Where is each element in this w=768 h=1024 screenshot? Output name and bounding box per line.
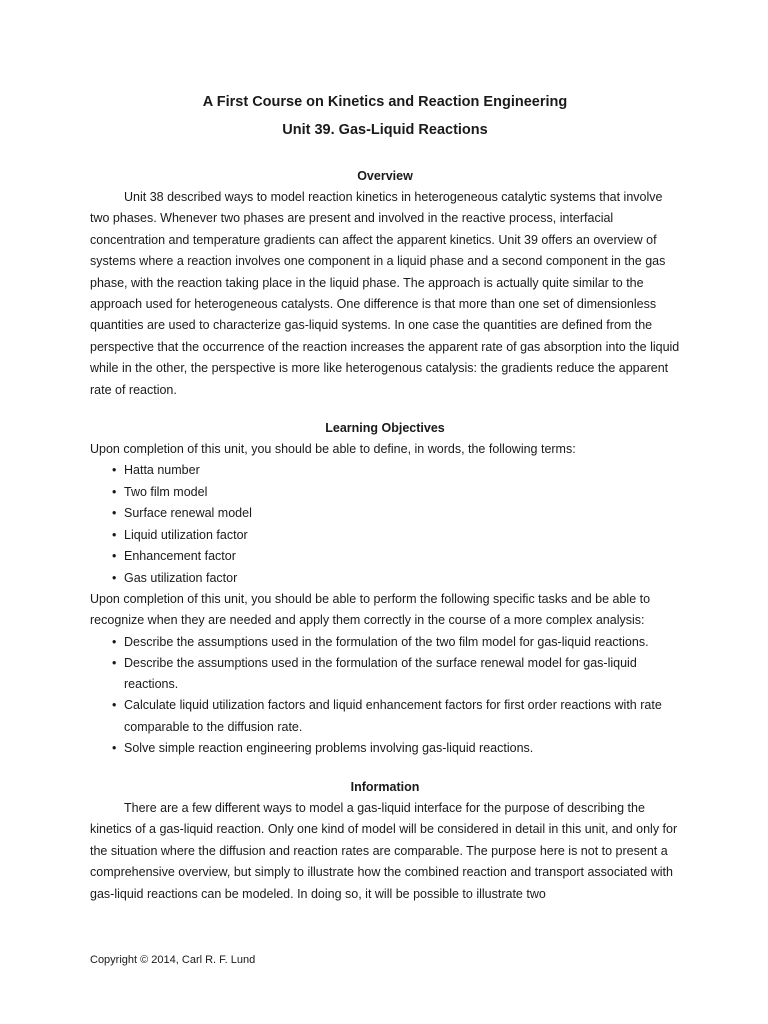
list-item (90, 653, 680, 695)
list-item (90, 525, 680, 546)
list-item (90, 546, 680, 567)
bullet-icon: • (112, 570, 117, 585)
task-label: Solve simple reaction engineering problems involving gas-liquid reactions. (124, 740, 534, 755)
term-label: Surface renewal model (124, 506, 252, 521)
task-label: Describe the assumptions used in the formulation of the surface renewal model for gas-liquid reactions. (124, 655, 637, 692)
list-item (90, 503, 680, 524)
information-paragraph: There are a few different ways to model a gas-liquid interface for the purpose of describing the kinetics of a gas-liquid reaction. Only one kind of model will be considered in detail in this unit, and only for the situation where the diffusion and reaction rates are comparable. The purpose here is not to present a comprehensive overview, but simply to illustrate how the combined reaction and transport associated with gas-liquid reactions can be modeled. In doing so, it will be possible to illustrate two (90, 800, 678, 901)
term-label: Enhancement factor (124, 549, 236, 564)
list-item (90, 632, 680, 653)
copyright-footer: Copyright © 2014, Carl R. F. Lund (90, 954, 256, 966)
tasks-list (90, 632, 680, 759)
terms-intro: Upon completion of this unit, you should be able to define, in words, the following terms: (90, 442, 576, 457)
information-heading: Information (350, 779, 420, 794)
term-label: Liquid utilization factor (124, 527, 248, 542)
tasks-intro: Upon completion of this unit, you should be able to perform the following specific tasks and be able to recognize when they are needed and apply them correctly in the course of a more complex analysis: (90, 591, 651, 628)
learning-objectives-heading: Learning Objectives (325, 421, 445, 436)
bullet-icon: • (112, 655, 117, 670)
bullet-icon: • (112, 740, 117, 755)
bullet-icon: • (112, 549, 117, 564)
unit-title: Unit 39. Gas-Liquid Reactions (282, 122, 488, 138)
term-label: Hatta number (124, 463, 200, 478)
list-item (90, 482, 680, 503)
overview-heading: Overview (357, 169, 413, 183)
bullet-icon: • (112, 506, 117, 521)
list-item (90, 568, 680, 589)
course-title: A First Course on Kinetics and Reaction Engineering (202, 94, 568, 110)
overview-paragraph: Unit 38 described ways to model reaction kinetics in heterogeneous catalytic systems that involve two phases. Whenever two phases are present and involved in the reactive process, interfacial concentration and temperature gradients can affect the apparent kinetics. Unit 39 offers an overview of systems where a reaction involves one component in a liquid phase and a second component in the gas phase, with the reaction taking place in the liquid phase. The approach is actually quite similar to the approach used for heterogeneous catalysts. One difference is that more than one set of dimensionless quantities are used to characterize gas-liquid systems. In one case the quantities are defined from the perspective that the occurrence of the reaction increases the apparent rate of gas absorption into the liquid while in the other, the perspective is more like heterogenous catalysis: the gradients reduce the apparent rate of reaction. (90, 190, 680, 397)
bullet-icon: • (112, 484, 117, 499)
bullet-icon: • (112, 527, 117, 542)
task-label: Calculate liquid utilization factors and liquid enhancement factors for first order reactions with rate comparable to the diffusion rate. (124, 698, 662, 734)
bullet-icon: • (112, 463, 117, 478)
bullet-icon: • (112, 634, 117, 649)
page-content (90, 92, 680, 905)
list-item (90, 460, 680, 481)
term-label: Two film model (124, 484, 208, 499)
list-item (90, 695, 680, 737)
bullet-icon: • (112, 698, 117, 713)
terms-list (90, 460, 680, 588)
term-label: Gas utilization factor (124, 570, 238, 585)
task-label: Describe the assumptions used in the formulation of the two film model for gas-liquid reactions. (124, 634, 649, 649)
list-item (90, 738, 680, 759)
